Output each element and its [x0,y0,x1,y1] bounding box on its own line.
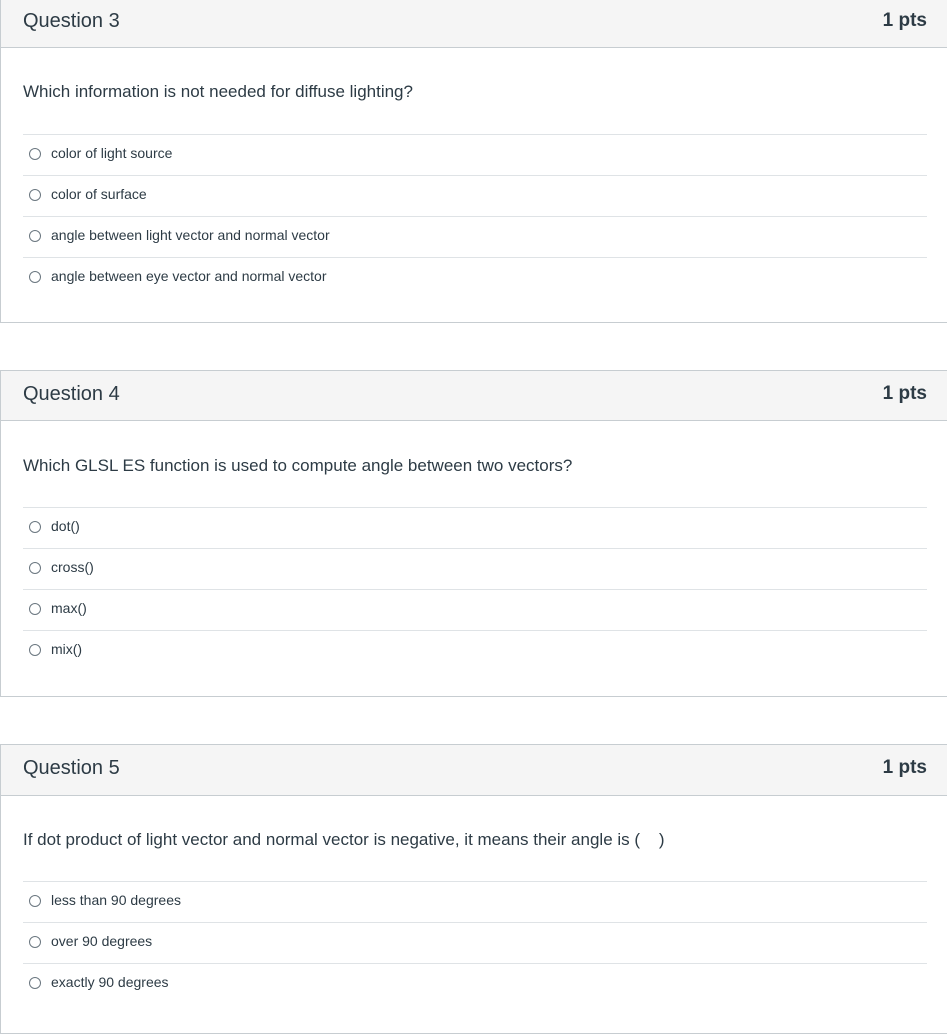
answer-option[interactable] [23,134,927,175]
radio-button[interactable] [29,936,41,948]
answer-label[interactable]: mix() [51,641,83,657]
answer-option[interactable] [23,630,927,671]
radio-button[interactable] [29,148,41,160]
answer-list [23,881,927,1004]
answer-option[interactable] [23,963,927,1004]
radio-button[interactable] [29,977,41,989]
question-title: Question 3 [23,10,120,32]
radio-button[interactable] [29,521,41,533]
radio-button[interactable] [29,895,41,907]
answer-label[interactable]: angle between light vector and normal vector [51,227,330,243]
answer-option[interactable] [23,548,927,589]
question-header [1,371,947,421]
radio-button[interactable] [29,271,41,283]
question-points: 1 pts [882,757,927,778]
answer-option[interactable] [23,257,927,298]
answer-label[interactable]: dot() [51,518,80,534]
answer-label[interactable]: max() [51,600,87,616]
answer-option[interactable] [23,922,927,963]
answer-option[interactable] [23,507,927,548]
question-title: Question 5 [23,757,120,779]
question-4 [0,370,947,697]
question-text: Which information is not needed for diffuse lighting? [23,82,413,101]
answer-option[interactable] [23,216,927,257]
question-header [1,745,947,796]
radio-button[interactable] [29,230,41,242]
question-title: Question 4 [23,383,120,405]
question-points: 1 pts [882,10,927,31]
answer-option[interactable] [23,175,927,216]
answer-label[interactable]: less than 90 degrees [51,892,181,908]
answer-label[interactable]: color of light source [51,145,173,161]
radio-button[interactable] [29,603,41,615]
answer-list [23,134,927,298]
answer-option[interactable] [23,881,927,922]
answer-label[interactable]: angle between eye vector and normal vector [51,268,327,284]
answer-list [23,507,927,671]
answer-label[interactable]: exactly 90 degrees [51,974,169,990]
question-header [1,0,947,48]
question-3 [0,0,947,323]
radio-button[interactable] [29,189,41,201]
answer-label[interactable]: color of surface [51,186,147,202]
radio-button[interactable] [29,644,41,656]
question-points: 1 pts [882,383,927,404]
question-5 [0,744,947,1034]
radio-button[interactable] [29,562,41,574]
question-text: Which GLSL ES function is used to compute angle between two vectors? [23,456,573,475]
answer-label[interactable]: over 90 degrees [51,933,153,949]
question-text: If dot product of light vector and normal vector is negative, it means their angle is ( ) [23,830,665,849]
answer-option[interactable] [23,589,927,630]
answer-label[interactable]: cross() [51,559,94,575]
